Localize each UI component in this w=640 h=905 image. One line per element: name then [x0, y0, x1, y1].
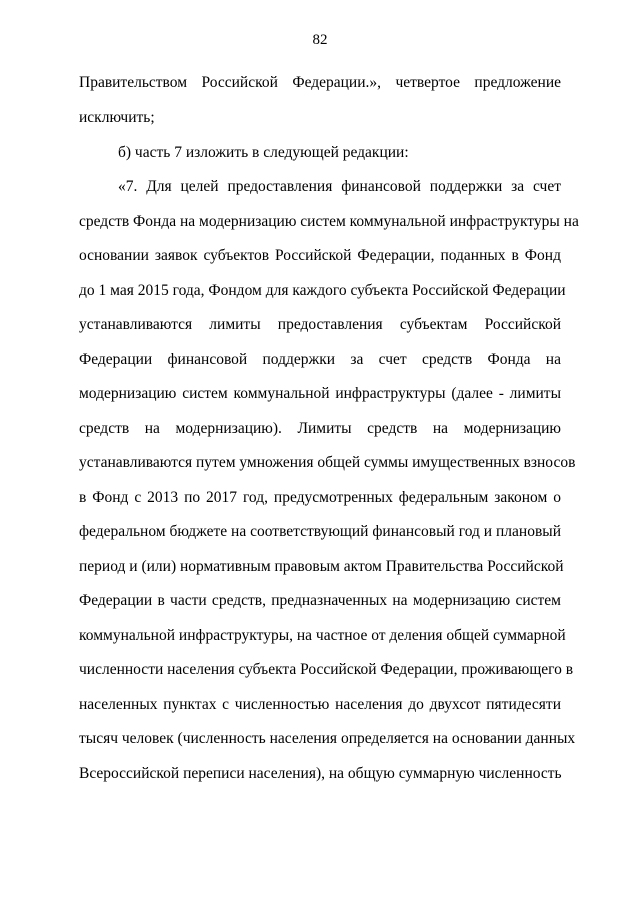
- text-line: в Фонд с 2013 по 2017 год, предусмотренных федеральным законом о: [79, 489, 561, 506]
- text-line: федеральном бюджете на соответствующий финансовый год и плановый: [79, 523, 561, 540]
- page-number: 82: [312, 32, 328, 48]
- text-line: до 1 мая 2015 года, Фондом для каждого субъекта Российской Федерации: [79, 282, 566, 299]
- text-line: устанавливаются путем умножения общей суммы имущественных взносов: [79, 454, 576, 471]
- text-line: коммунальной инфраструктуры, на частное от деления общей суммарной: [79, 627, 566, 644]
- text-line: период и (или) нормативным правовым актом Правительства Российской: [79, 558, 564, 575]
- text-line: средств Фонда на модернизацию систем коммунальной инфраструктуры на: [79, 213, 579, 230]
- text-line: тысяч человек (численность населения определяется на основании данных: [79, 730, 576, 747]
- text-line: средств на модернизацию). Лимиты средств на модернизацию: [79, 420, 561, 437]
- text-line: исключить;: [79, 109, 155, 126]
- text-line: Федерации финансовой поддержки за счет средств Фонда на: [79, 351, 561, 368]
- text-line: устанавливаются лимиты предоставления субъектам Российской: [79, 316, 561, 333]
- text-line: Правительством Российской Федерации.», четвертое предложение: [79, 74, 561, 91]
- text-line: Федерации в части средств, предназначенных на модернизацию систем: [79, 592, 561, 609]
- text-line: б) часть 7 изложить в следующей редакции:: [118, 144, 409, 161]
- text-line: «7. Для целей предоставления финансовой поддержки за счет: [118, 178, 561, 195]
- text-line: населенных пунктах с численностью населения до двухсот пятидесяти: [79, 696, 561, 713]
- text-line: Всероссийской переписи населения), на общую суммарную численность: [79, 765, 562, 782]
- text-line: основании заявок субъектов Российской Федерации, поданных в Фонд: [79, 247, 561, 264]
- text-line: модернизацию систем коммунальной инфраструктуры (далее - лимиты: [79, 385, 561, 402]
- text-line: численности населения субъекта Российской Федерации, проживающего в: [79, 661, 574, 678]
